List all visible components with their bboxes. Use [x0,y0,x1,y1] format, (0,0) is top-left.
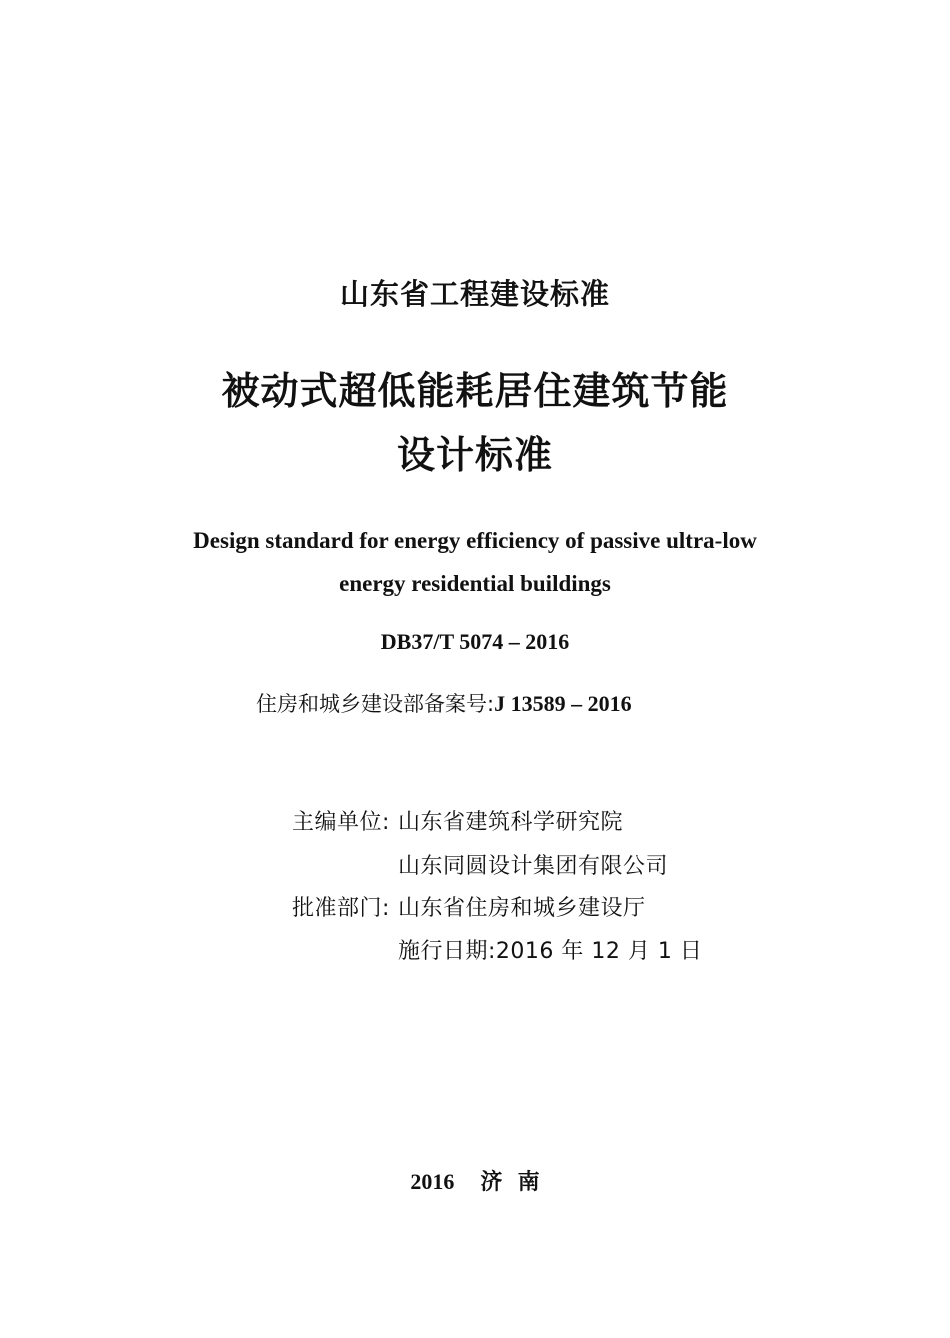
record-number-label: 住房和城乡建设部备案号: [256,692,495,716]
editor-organization-1: 山东省建筑科学研究院 [398,810,624,835]
editor-label: 主编单位: [292,810,390,835]
approval-department: 山东省住房和城乡建设厅 [398,896,646,921]
english-title-line-1: Design standard for energy efficiency of passive ultra-low [193,528,757,553]
series-heading: 山东省工程建设标准 [339,277,610,311]
publication-footer [0,1165,950,1196]
effective-date: 施行日期:2016 年 12 月 1 日 [398,939,703,964]
publication-year: 2016 [410,1169,455,1194]
publication-city: 济 南 [480,1170,540,1195]
approval-label: 批准部门: [292,896,390,921]
english-title-line-2: energy residential buildings [339,571,611,596]
document-title-line-2: 设计标准 [396,433,553,477]
standard-code: DB37/T 5074 – 2016 [380,629,570,654]
record-number-value: J 13589 – 2016 [494,691,632,716]
record-number-line [256,688,632,718]
document-title-line-1: 被动式超低能耗居住建筑节能 [221,369,729,413]
editor-organization-2: 山东同圆设计集团有限公司 [398,854,669,879]
